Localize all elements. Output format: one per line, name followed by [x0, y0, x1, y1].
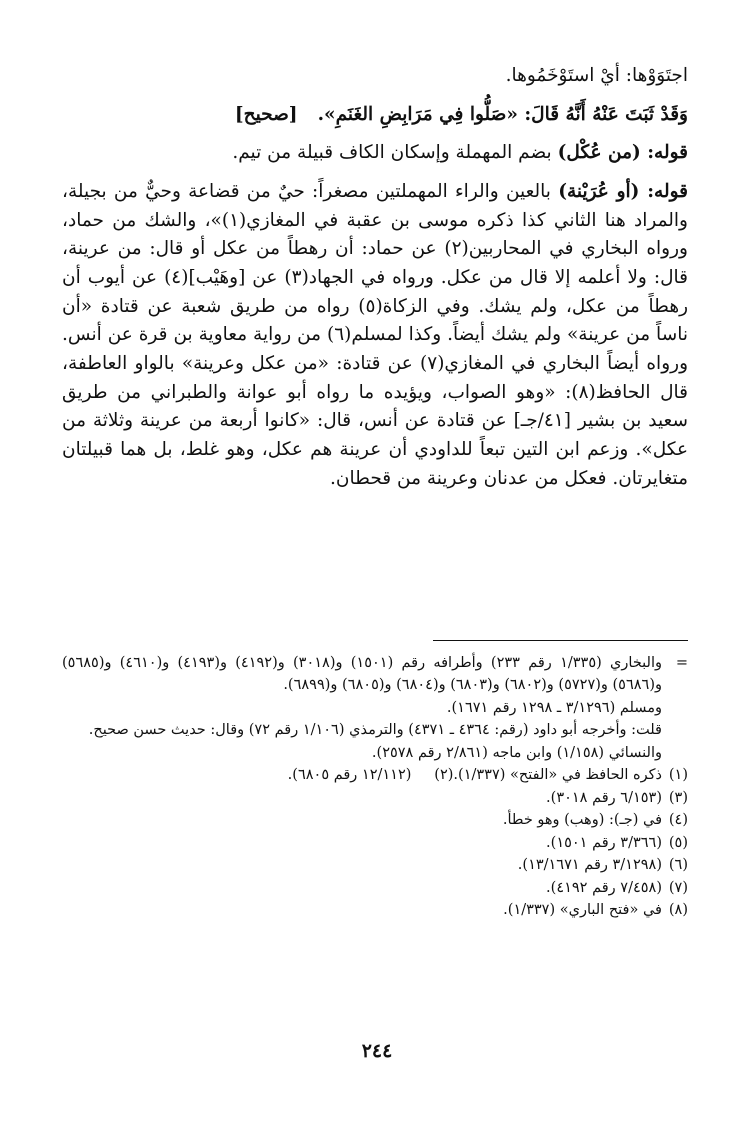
footnote-continuation-line: قلت: وأخرجه أبو داود (رقم: ٤٣٦٤ ـ ٤٣٧١) والترمذي (١/١٠٦ رقم ٧٢) وقال: حديث حسن صحيح. والنسائي (١/١٥٨) وابن ماجه (٢/٨٦١ رقم ٢٥٧٨).	[88, 722, 662, 761]
footnote-marker: (٣)	[668, 789, 688, 806]
footnote-separator	[433, 640, 688, 641]
footnote-item: (٥) (٣/٣٦٦ رقم ١٥٠١).	[62, 832, 688, 854]
footnote-continuation-line: ومسلم (٣/١٢٩٦ ـ ١٢٩٨ رقم ١٦٧١).	[446, 699, 662, 716]
footnote-item: (٧) (٧/٤٥٨ رقم ٤١٩٢).	[62, 877, 688, 899]
hadith-grade: [صحيح]	[234, 103, 298, 125]
main-text	[62, 62, 688, 503]
footnote-item: (٨) في «فتح الباري» (١/٣٣٧).	[62, 899, 688, 921]
footnote-item: (٣) (٦/١٥٣ رقم ٣٠١٨).	[62, 787, 688, 809]
footnotes	[62, 652, 688, 922]
footnote-marker: (٧)	[668, 879, 688, 896]
footnote-marker: (١)	[668, 767, 688, 784]
hadith-text: وَقَدْ ثَبَتَ عَنْهُ أَنَّهُ قَالَ: «صَلُّوا فِي مَرَابِضِ الغَنَمِ».	[317, 103, 688, 125]
footnote-marker: (٦)	[668, 857, 688, 874]
paragraph-2	[62, 101, 688, 130]
footnote-marker: (٥)	[668, 834, 688, 851]
paragraph-4: قوله: (أو عُرَيْنة) بالعين والراء المهملتين مصغراً: حيٌ من قضاعة وحيٌّ من بجيلة، والمراد هنا الثاني كذا ذكره موسى بن عقبة في المغازي(١)»، والشك من حماد، ورواه البخاري في المحاربين(٢) عن حماد: أن رهطاً من عكل أو قال: من عرينة، قال: ولا أعلمه إلا قال من عكل. ورواه في الجهاد(٣) عن [وهَيْب](٤) عن أيوب أن رهطاً من عكل، ولم يشك. وفي الزكاة(٥) رواه من طريق شعبة عن قتادة «أن ناساً من عرينة» ولم يشك أيضاً. وكذا لمسلم(٦) من رواية معاوية بن قرة عن أنس. ورواه أيضاً البخاري في المغازي(٧) عن قتادة: «من عكل وعرينة» بالواو العاطفة، قال الحافظ(٨): «وهو الصواب، ويؤيده ما رواه أبو عوانة والطبراني من طريق سعيد بن بشير [٤١/جـ] عن قتادة عن أنس، قال: «كانوا أربعة من عرينة وثلاثة من عكل». وزعم ابن التين تبعاً للداودي أن عرينة هم عكل، وهو غلط، بل هما قبيلتان متغايرتان. فعكل من عدنان وعرينة من قحطان.	[62, 181, 689, 489]
footnote-item: (٤) في (جـ): (وهب) وهو خطأ.	[62, 809, 688, 831]
footnote-item: (١) ذكره الحافظ في «الفتح» (١/٣٣٧). (٢) (١٢/١١٢ رقم ٦٨٠٥).	[62, 764, 688, 786]
footnote-marker: =	[675, 655, 688, 671]
footnote-item: (٦) (٣/١٢٩٨ رقم ١٣/١٦٧١).	[62, 854, 688, 876]
footnote-marker: (٢)	[434, 767, 454, 784]
commentary-label: قوله: (أو عُرَيْنة)	[558, 181, 688, 203]
page-number: ٢٤٤	[361, 1040, 393, 1062]
paragraph-1: اجتَوَوْها: أيْ استَوْخَمُوها.	[505, 65, 688, 86]
footnote-continuation: = والبخاري (١/٣٣٥ رقم ٢٣٣) وأطرافه رقم (١٥٠١) و(٣٠١٨) و(٤١٩٢) و(٤١٩٣) و(٤٦١٠) و(٥٦٨٥) و(٥٦٨٦) و(٥٧٢٧) و(٦٨٠٢) و(٦٨٠٣) و(٦٨٠٤) و(٦٨٠٥) و(٦٨٩٩).	[62, 652, 688, 697]
footnote-marker: (٨)	[668, 902, 688, 919]
commentary-label: قوله: (من عُكْل)	[557, 142, 688, 164]
paragraph-3: قوله: (من عُكْل) بضم المهملة وإسكان الكاف قبيلة من تيم.	[232, 142, 688, 164]
footnote-marker: (٤)	[668, 812, 688, 829]
